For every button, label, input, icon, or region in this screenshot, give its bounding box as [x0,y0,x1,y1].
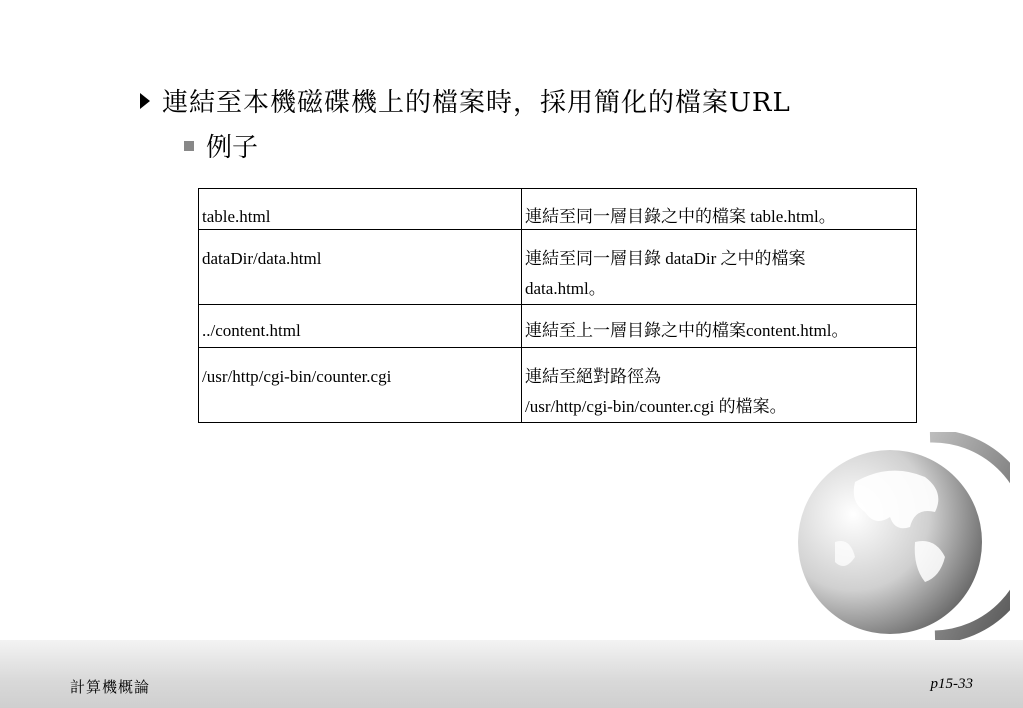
footer-band [0,640,1023,708]
bullet-level2 [184,127,258,164]
desc-line: 連結至同一層目錄之中的檔案 table.html。 [525,207,836,226]
globe-icon [795,432,1010,667]
desc-line: 連結至同一層目錄 dataDir 之中的檔案 [525,249,806,268]
bullet1-text: 連結至本機磁碟機上的檔案時，採用簡化的檔案URL [162,88,791,118]
desc-cell [522,189,917,230]
example-table [198,188,917,423]
table-row [199,189,917,230]
bullet2-text: 例子 [206,133,259,163]
desc-line: data.html。 [525,279,606,298]
path-cell: table.html [199,189,522,230]
table-row [199,230,917,305]
footer-page-number: p15-33 [930,676,973,692]
square-bullet-icon [184,141,194,151]
path-cell: ../content.html [199,305,522,348]
desc-line: /usr/http/cgi-bin/counter.cgi 的檔案。 [525,397,787,416]
footer-course-title: 計算機概論 [70,678,151,696]
desc-cell [522,348,917,423]
desc-line: 連結至上一層目錄之中的檔案content.html。 [525,321,849,340]
table-row [199,348,917,423]
desc-cell [522,305,917,348]
bullet-level1 [140,82,791,119]
path-cell: dataDir/data.html [199,230,522,305]
desc-cell [522,230,917,305]
table-row [199,305,917,348]
triangle-bullet-icon [140,93,150,109]
desc-line: 連結至絕對路徑為 [525,367,661,386]
path-cell: /usr/http/cgi-bin/counter.cgi [199,348,522,423]
